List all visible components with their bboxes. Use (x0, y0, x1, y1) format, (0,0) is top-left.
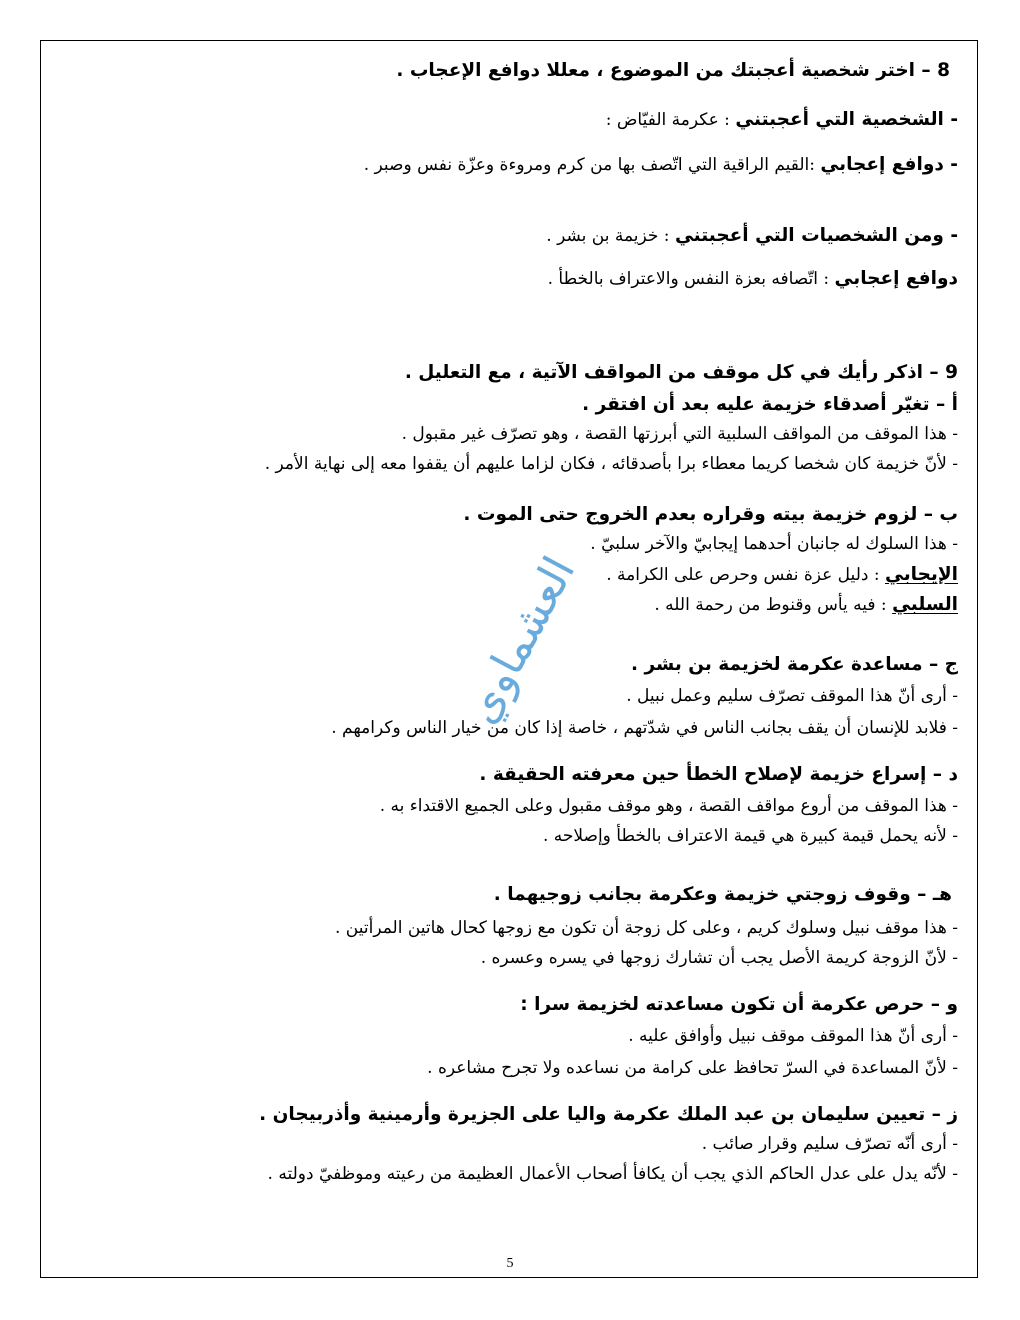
item-c-title: ج – مساعدة عكرمة لخزيمة بن بشر . (631, 654, 958, 675)
answer-motive-2: دوافع إعجابي : اتّصافه بعزة النفس والاعتراف بالخطأ . (547, 268, 958, 289)
item-b-positive: الإيجابي : دليل عزة نفس وحرص على الكرامة . (606, 564, 958, 585)
item-g-line-1: - أرى أنّه تصرّف سليم وقرار صائب . (701, 1134, 958, 1154)
item-e-line-2: - لأنّ الزوجة كريمة الأصل يجب أن تشارك زوجها في يسره وعسره . (480, 948, 958, 968)
item-a-title: أ – تغيّر أصدقاء خزيمة عليه بعد أن افتقر . (582, 394, 958, 415)
answer-character-1: - الشخصية التي أعجبتني : عكرمة الفيّاض : (605, 109, 958, 130)
item-g-line-2: - لأنّه يدل على عدل الحاكم الذي يجب أن يكافأ أصحاب الأعمال العظيمة من رعيته وموظفيّ دولته . (267, 1164, 958, 1184)
answer-character-2: - ومن الشخصيات التي أعجبتني : خزيمة بن بشر . (546, 225, 958, 246)
item-a-line-1: - هذا الموقف من المواقف السلبية التي أبرزتها القصة ، وهو تصرّف غير مقبول . (401, 424, 958, 444)
item-a-line-2: - لأنّ خزيمة كان شخصا كريما معطاء برا بأصدقائه ، فكان لزاما عليهم أن يقفوا معه إلى نهاية الأمر . (264, 454, 958, 474)
item-c-line-1: - أرى أنّ هذا الموقف تصرّف سليم وعمل نبيل . (626, 686, 958, 706)
question-8-title: 8 – اختر شخصية أعجبتك من الموضوع ، معللا دوافع الإعجاب . (396, 60, 950, 81)
item-f-line-2: - لأنّ المساعدة في السرّ تحافظ على كرامة من نساعده ولا تجرح مشاعره . (427, 1058, 958, 1078)
author-watermark: العشماوي (455, 548, 585, 732)
item-d-line-2: - لأنه يحمل قيمة كبيرة هي قيمة الاعتراف بالخطأ وإصلاحه . (542, 826, 958, 846)
item-e-title: هـ – وقوف زوجتي خزيمة وعكرمة بجانب زوجيهما . (493, 884, 952, 905)
item-f-line-1: - أرى أنّ هذا الموقف موقف نبيل وأوافق عليه . (628, 1026, 958, 1046)
item-b-line-1: - هذا السلوك له جانبان أحدهما إيجابيّ والآخر سلبيّ . (590, 534, 958, 554)
item-c-line-2: - فلابد للإنسان أن يقف بجانب الناس في شدّتهم ، خاصة إذا كان من خيار الناس وكرامهم . (331, 718, 958, 738)
page-number: 5 (506, 1256, 514, 1271)
item-g-title: ز – تعيين سليمان بن عبد الملك عكرمة واليا على الجزيرة وأرمينية وأذربيجان . (259, 1104, 958, 1125)
item-d-line-1: - هذا الموقف من أروع مواقف القصة ، وهو موقف مقبول وعلى الجميع الاقتداء به . (379, 796, 958, 816)
item-b-negative: السلبي : فيه يأس وقنوط من رحمة الله . (654, 594, 958, 615)
item-f-title: و – حرص عكرمة أن تكون مساعدته لخزيمة سرا : (520, 994, 958, 1015)
item-d-title: د – إسراع خزيمة لإصلاح الخطأ حين معرفته الحقيقة . (479, 764, 958, 785)
item-b-title: ب – لزوم خزيمة بيته وقراره بعدم الخروج حتى الموت . (463, 504, 958, 525)
question-9-title: 9 – اذكر رأيك في كل موقف من المواقف الآتية ، مع التعليل . (404, 362, 958, 383)
answer-motive-1: - دوافع إعجابي :القيم الراقية التي اتّصف بها من كرم ومروءة وعزّة نفس وصبر . (363, 154, 958, 175)
item-e-line-1: - هذا موقف نبيل وسلوك كريم ، وعلى كل زوجة أن تكون مع زوجها كحال هاتين المرأتين . (334, 918, 958, 938)
